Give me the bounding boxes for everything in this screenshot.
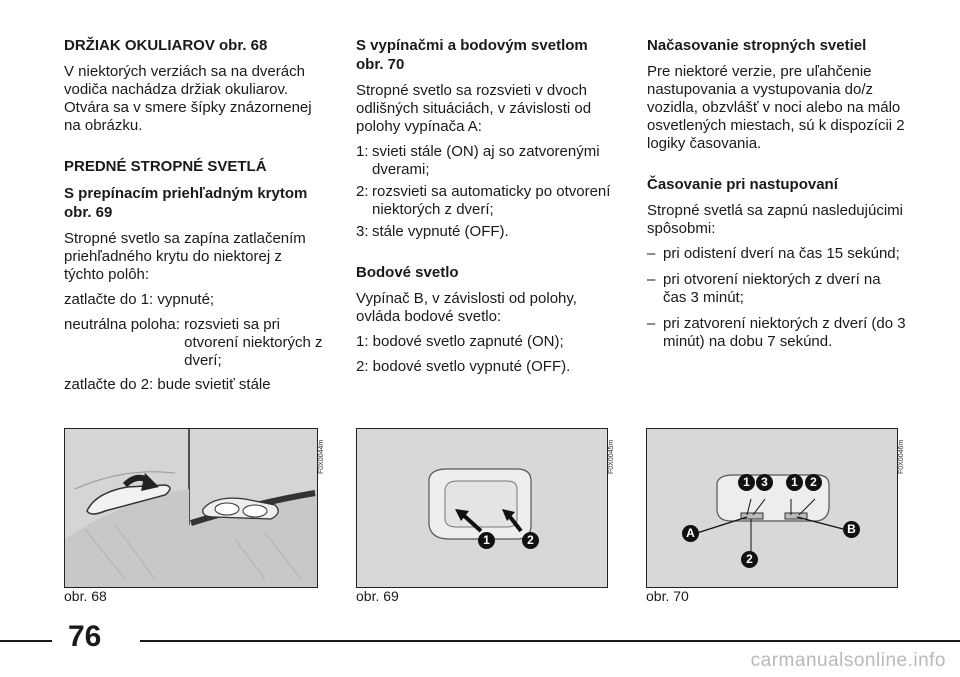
callout-2: 2	[741, 551, 758, 568]
figure-68-glasses-holder	[64, 428, 318, 588]
callout-b: B	[843, 521, 860, 538]
column-2	[356, 36, 616, 383]
paragraph: Stropné svetlo sa zapína zatlačením priehľadného krytu do niektorej z týchto polôh:	[64, 230, 306, 283]
figure-70-switches	[646, 428, 898, 588]
heading-entry-timing: Časovanie pri nastupovaní	[647, 176, 838, 193]
list-item: – pri odistení dverí na čas 15 sekúnd;	[647, 245, 900, 262]
heading-switches: S vypínačmi a bodovým svetlom obr. 70	[356, 37, 588, 73]
heading-glasses-holder: DRŽIAK OKULIAROV obr. 68	[64, 37, 268, 54]
figure-code: F0X0045m	[608, 439, 615, 474]
callout-3: 3	[756, 474, 773, 491]
callout-1: 1	[738, 474, 755, 491]
figure-code: F0X0044m	[318, 439, 325, 474]
footer-rule	[140, 640, 960, 642]
list-item: 2: rozsvieti sa automaticky po otvorení niektorých z dverí;	[356, 183, 611, 218]
paragraph: zatlačte do 2: bude svietiť stále	[64, 376, 271, 393]
paragraph: zatlačte do 1: vypnuté;	[64, 291, 215, 308]
callout-2: 2	[805, 474, 822, 491]
column-1	[64, 36, 324, 401]
figure-caption: obr. 70	[646, 588, 689, 604]
figure-caption: obr. 69	[356, 588, 399, 604]
figure-69-roof-light	[356, 428, 608, 588]
footer-rule	[0, 640, 52, 642]
heading-spotlight: Bodové svetlo	[356, 264, 459, 281]
figure-caption: obr. 68	[64, 588, 107, 604]
callout-1: 1	[786, 474, 803, 491]
paragraph: Pre niektoré verzie, pre uľahčenie nastupovania a vystupovania do/z vozidla, obzvlášť v noci alebo na málo osvetlených miestach, sú k dispozícii 2 logiky časovania.	[647, 63, 905, 152]
heading-switch-cover: S prepínacím priehľadným krytom obr. 69	[64, 185, 308, 221]
list-item: – pri otvorení niektorých z dverí na čas 3 minút;	[647, 271, 881, 306]
paragraph: Vypínač B, v závislosti od polohy, ovláda bodové svetlo:	[356, 290, 577, 325]
callout-2: 2	[522, 532, 539, 549]
heading-front-lights: PREDNÉ STROPNÉ SVETLÁ	[64, 158, 267, 175]
callout-1: 1	[478, 532, 495, 549]
figure-code: F0X0046m	[898, 439, 905, 474]
paragraph: Stropné svetlo sa rozsvieti v dvoch odlišných situáciách, v závislosti od polohy vypínača A:	[356, 82, 592, 135]
watermark: carmanualsonline.info	[750, 650, 946, 671]
paragraph: Stropné svetlá sa zapnú nasledujúcimi spôsobmi:	[647, 202, 903, 237]
list-item: – pri zatvorení niektorých z dverí (do 3 minút) na dobu 7 sekúnd.	[647, 315, 906, 350]
heading-timing: Načasovanie stropných svetiel	[647, 37, 867, 54]
paragraph: V niektorých verziách sa na dverách vodiča nachádza držiak okuliarov. Otvára sa v smere šípky znázornenej na obrázku.	[64, 63, 312, 134]
paragraph: 2: bodové svetlo vypnuté (OFF).	[356, 358, 571, 375]
list-item: 1: svieti stále (ON) aj so zatvorenými dverami;	[356, 143, 600, 178]
definition-neutral: neutrálna poloha: rozsvieti sa pri otvorení niektorých z dverí;	[64, 316, 323, 369]
paragraph: 1: bodové svetlo zapnuté (ON);	[356, 333, 564, 350]
list-item: 3: stále vypnuté (OFF).	[356, 223, 509, 240]
callout-a: A	[682, 525, 699, 542]
page-number: 76	[68, 620, 102, 653]
column-3	[647, 36, 907, 359]
